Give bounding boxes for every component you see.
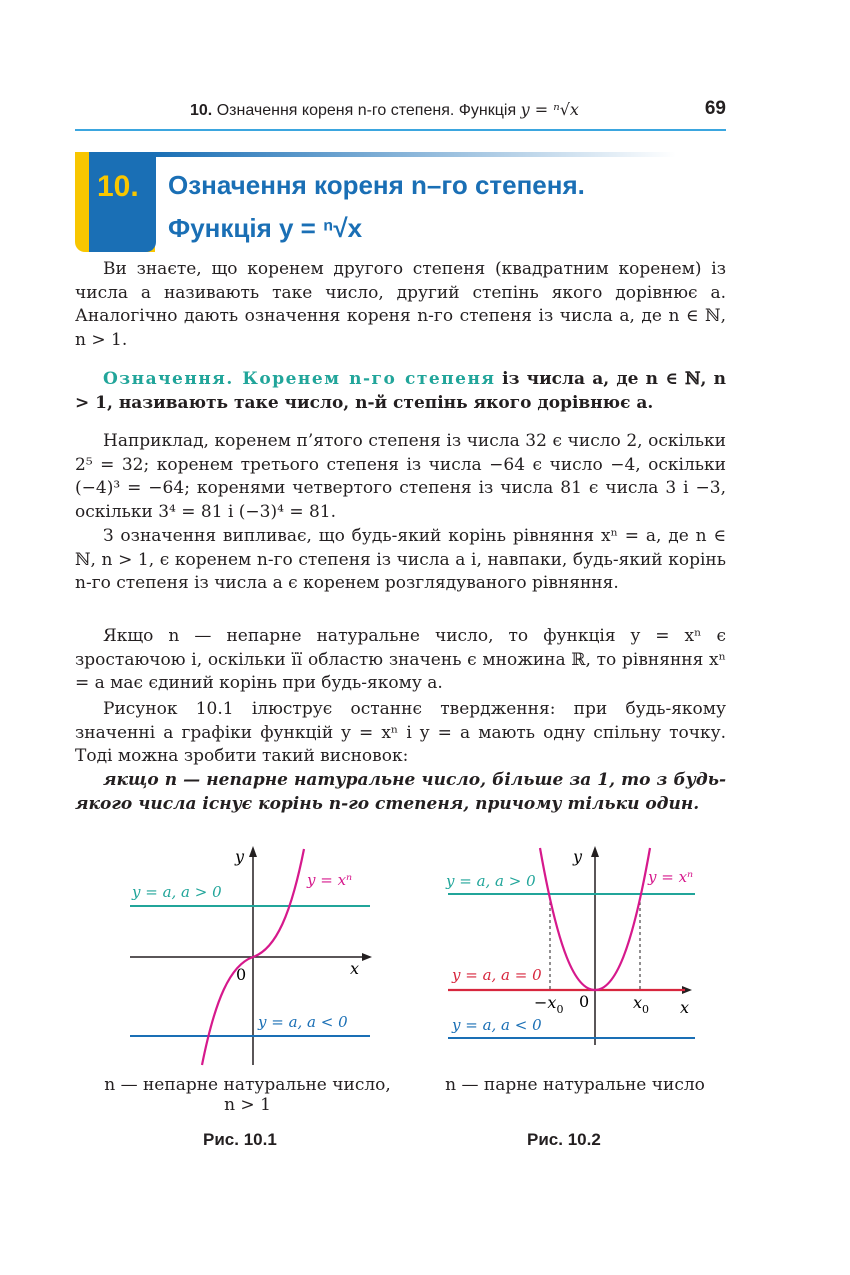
origin-label: 0 [236, 965, 247, 984]
neg-x0-label [534, 993, 563, 1016]
origin-label: 0 [579, 992, 590, 1011]
curve-label: y = xⁿ [648, 868, 694, 886]
x-label: x [680, 998, 690, 1017]
pos-x0-text: x [633, 993, 643, 1012]
header-section-title: Означення кореня n-го степеня. Функція [216, 102, 517, 119]
page-number: 69 [704, 98, 726, 119]
neg-x0-sub: 0 [556, 1003, 564, 1016]
caption-10-1-line1: n — непарне натуральне число, [104, 1075, 391, 1095]
paragraph-figure-ref: Рисунок 10.1 ілюструє останнє твердження: при будь-якому значенні a графіки функцій y = xⁿ і y = a мають одну спільну точку. Тоді можна зробити такий висновок: [75, 699, 726, 766]
paragraph-intro: Ви знаєте, що коренем другого степеня (квадратним коренем) із числа a називають таке число, другий степінь якого дорівнює a. Аналогічно дають означення кореня n-го степеня із числа a, де n ∈ ℕ, n > 1. [75, 259, 726, 350]
header-section-number: 10. [190, 102, 213, 119]
curve-label: y = xⁿ [307, 871, 353, 889]
line-zero-label: y = a, a = 0 [452, 966, 542, 984]
y-axis-arrow [591, 846, 599, 857]
conclusion: якщо n — непарне натуральне число, більше за 1, то з будь-якого числа існує корінь n-го степеня, причому тільки один. [75, 770, 726, 814]
figure-label-10-1: Рис. 10.1 [203, 1130, 277, 1149]
definition-label: Означення. Коренем n-го степеня [103, 369, 496, 389]
y-axis-arrow [249, 846, 257, 857]
definition-text: із числа a, де n ∈ ℕ, n > 1, називають таке число, n-й степінь якого дорівнює a. [75, 369, 726, 413]
caption-10-1 [75, 1075, 420, 1115]
y-label: y [235, 847, 245, 866]
running-header [190, 100, 579, 120]
line-neg-label: y = a, a < 0 [258, 1013, 348, 1031]
pos-x0-label [633, 993, 649, 1016]
caption-10-1-line2: n > 1 [224, 1095, 271, 1115]
paragraph-examples: Наприклад, коренем п’ятого степеня із числа 32 є число 2, оскільки 2⁵ = 32; коренем третього степеня із числа −64 є число −4, оскільки (−4)³ = −64; коренями четвертого степеня із числа 81 є числа 3 і −3, оскільки 3⁴ = 81 і (−3)⁴ = 81. [75, 431, 726, 522]
figure-10-2 [440, 840, 710, 1060]
caption-10-2: n — парне натуральне число [445, 1075, 705, 1095]
figure-10-1 [120, 840, 380, 1070]
title-number: 10. [97, 170, 139, 203]
definition [75, 368, 726, 415]
title-bar [156, 152, 676, 157]
line-pos-label: y = a, a > 0 [446, 872, 536, 890]
y-label: y [573, 847, 583, 866]
pos-x0-sub: 0 [642, 1003, 650, 1016]
header-formula: y = ⁿ√x [520, 100, 579, 119]
title-line-2: Функція y = ⁿ√x [168, 213, 363, 243]
x-label: x [350, 959, 360, 978]
neg-x0-text: −x [534, 993, 557, 1012]
x-axis-arrow [362, 953, 372, 961]
paragraph-odd: Якщо n — непарне натуральне число, то функція y = xⁿ є зростаючою і, оскільки її областю значень є множина ℝ, то рівняння xⁿ = a має єдиний корінь при будь-якому a. [75, 626, 726, 693]
title-line-1: Означення кореня n–го степеня. [168, 170, 585, 200]
figure-label-10-2: Рис. 10.2 [527, 1130, 601, 1149]
line-pos-label: y = a, a > 0 [132, 883, 222, 901]
header-divider [75, 129, 726, 131]
line-neg-label: y = a, a < 0 [452, 1016, 542, 1034]
paragraph-equation: З означення випливає, що будь-який корінь рівняння xⁿ = a, де n ∈ ℕ, n > 1, є коренем n-го степеня із числа a і, навпаки, будь-який корінь n-го степеня із числа a є коренем розглядуваного рівняння. [75, 526, 726, 593]
